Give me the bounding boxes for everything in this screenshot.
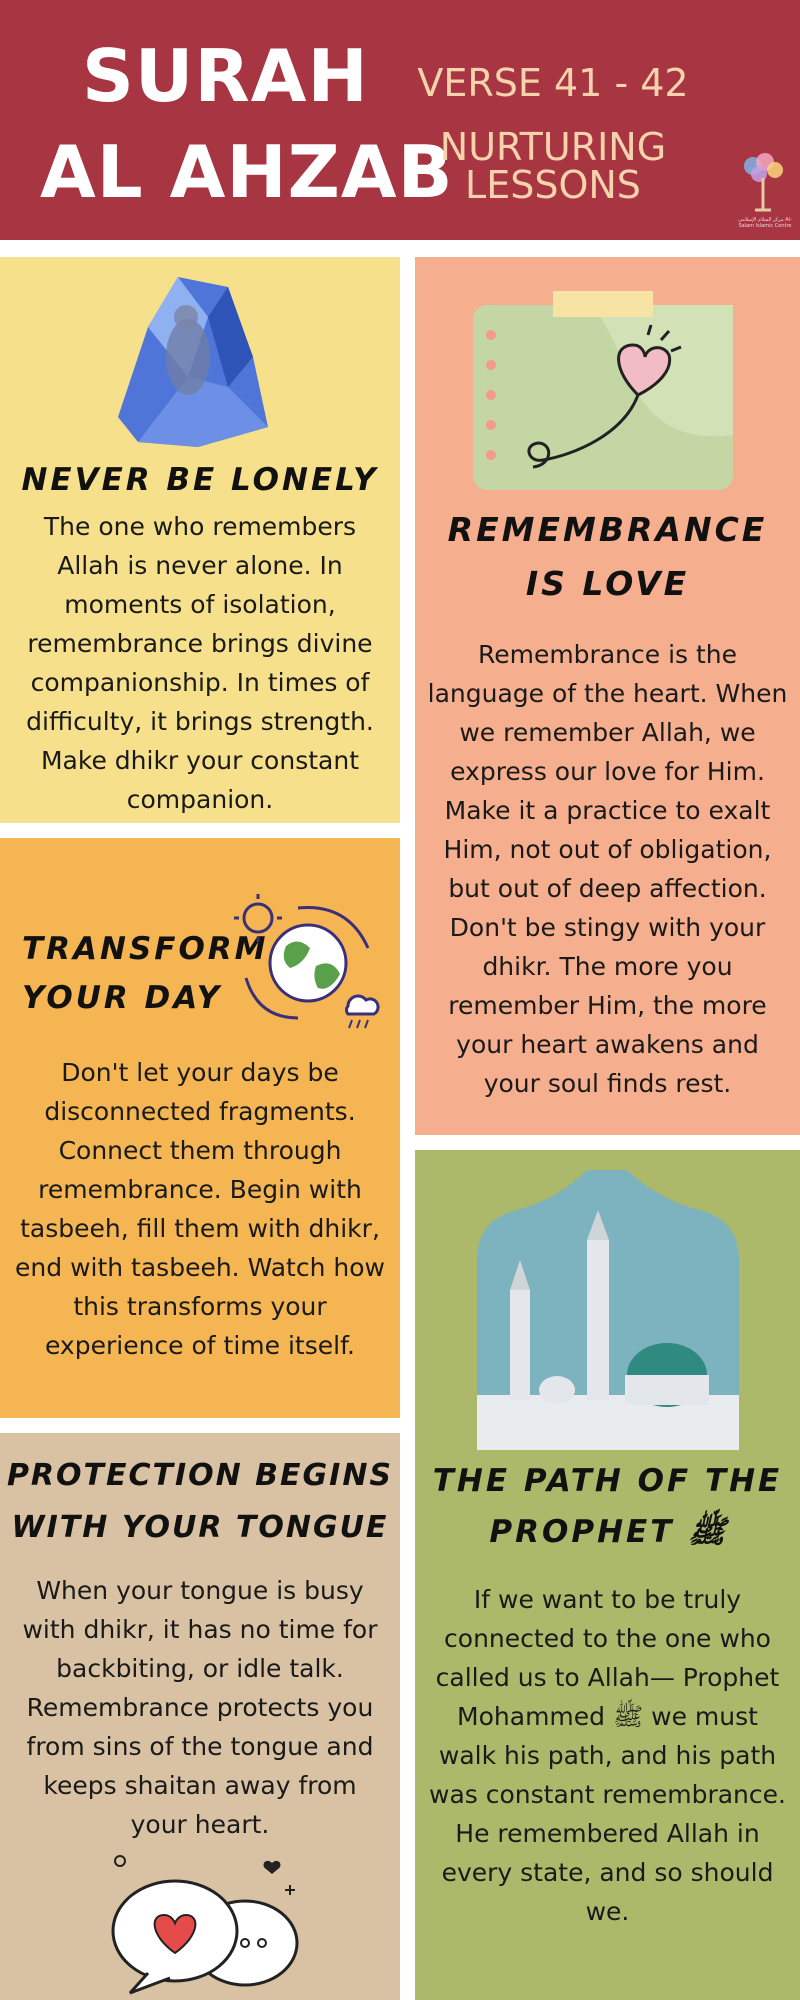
protection-tongue-heading-line-1: PROTECTION BEGINS [6,1458,394,1493]
mosque-illustration-icon [477,1170,739,1450]
ice-figure-illustration-icon [78,257,288,457]
globe-weather-icon [228,888,388,1038]
panel-never-lonely [0,257,400,823]
path-prophet-body: If we want to be truly connected to the one who called us to Allah— Prophet Mohammed ﷺ we must walk his path, and his path was constant remembrance. He remembered Allah in every state, and so should we. [429,1585,786,1926]
panel-protection-tongue [0,1433,400,2000]
title-line-1: SURAH [82,34,369,118]
subtitle-line-2: NURTURING LESSONS [439,125,667,207]
never-lonely-heading: NEVER BE LONELY [21,462,379,498]
path-prophet-heading-line-2: PROPHET ﷺ [489,1514,726,1550]
protection-tongue-body: When your tongue is busy with dhikr, it has no time for backbiting, or idle talk. Remembrance protects you from sins of the tongue and keeps shaitan away from your heart. [22,1576,378,1839]
panel-transform-day [0,838,400,1418]
path-prophet-heading-line-1: THE PATH OF THE [432,1463,783,1499]
subtitle-line-1: VERSE 41 - 42 [417,61,689,105]
panel-remembrance-love [415,257,800,1135]
transform-day-heading-line-2: YOUR DAY [22,980,223,1016]
remembrance-love-body: Remembrance is the language of the heart. When we remember Allah, we express our love for Him. Make it a practice to exalt Him, not out of obligation, but out of deep affection. Don't be stingy with your dhikr. The more you remember Him, the more your heart awakens and your soul finds rest. [427,640,788,1098]
header-banner [0,0,800,240]
transform-day-heading-line-1: TRANSFORM [22,931,269,967]
title-line-2: AL AHZAB [40,130,454,214]
never-lonely-body: The one who remembers Allah is never alone. In moments of isolation, remembrance brings divine companionship. In times of difficulty, it brings strength. Make dhikr your constant companion. [26,512,374,814]
logo-caption: مركز السلام الإسلامي Al-Salam Islamic Centre [738,217,792,229]
panel-path-prophet [415,1150,800,2000]
protection-tongue-heading-line-2: WITH YOUR TONGUE [11,1510,389,1545]
remembrance-love-heading-line-2: IS LOVE [525,564,690,603]
remembrance-love-heading-line-1: REMEMBRANCE [447,510,768,549]
heart-note-illustration-icon [473,285,733,490]
transform-day-body: Don't let your days be disconnected fragments. Connect them through remembrance. Begin with tasbeeh, fill them with dhikr, end with tasbeeh. Watch how this transforms your experience of time itself. [15,1058,385,1360]
speech-bubbles-icon [100,1853,310,2000]
